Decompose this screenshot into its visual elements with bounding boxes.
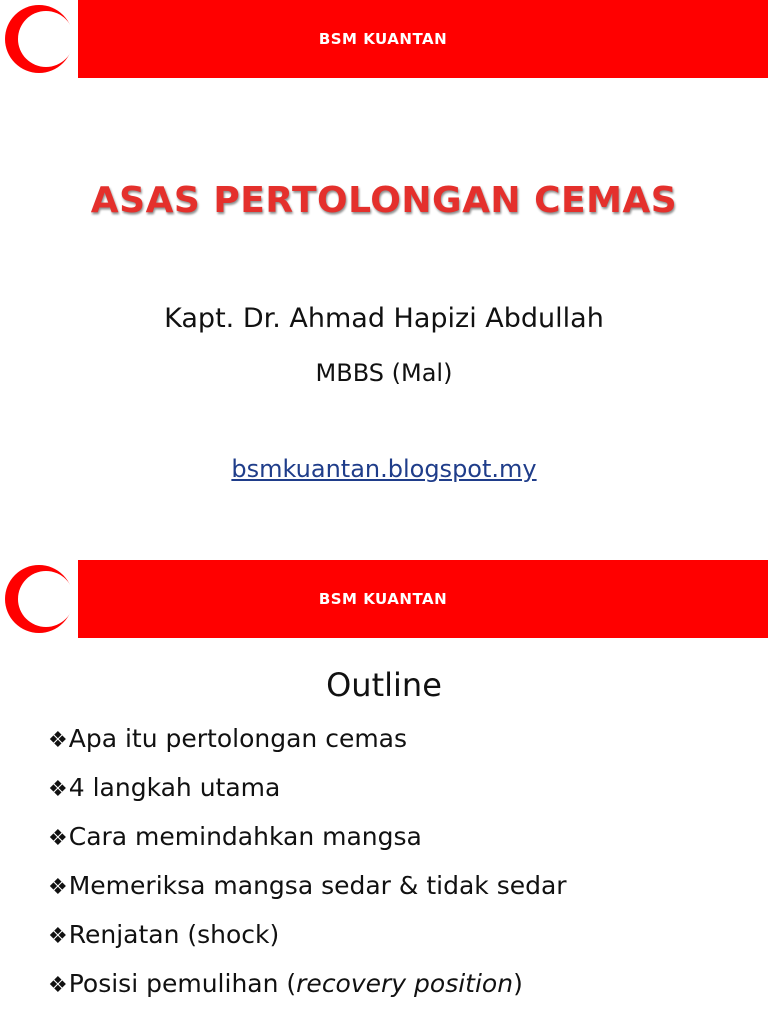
outline-item-text: Renjatan (shock) (68, 920, 280, 949)
outline-item-text: Memeriksa mangsa sedar & tidak sedar (68, 871, 567, 900)
presentation-title: ASAS PERTOLONGAN CEMAS (90, 180, 678, 221)
outline-item (48, 861, 567, 910)
outline-item-text-italic: recovery position (296, 969, 514, 998)
slide-header (0, 560, 768, 638)
outline-item (48, 959, 567, 1008)
outline-item-text: Cara memindahkan mangsa (68, 822, 422, 851)
outline-heading: Outline (326, 666, 442, 704)
outline-item (48, 714, 567, 763)
four-diamond-bullet-icon: ❖ (48, 875, 68, 900)
header-banner (78, 560, 768, 638)
outline-list (48, 714, 567, 1008)
red-crescent-icon (3, 563, 75, 635)
blog-link[interactable]: bsmkuantan.blogspot.my (231, 455, 537, 483)
four-diamond-bullet-icon: ❖ (48, 728, 68, 753)
outline-item-text-suffix: ) (513, 969, 523, 998)
outline-item-text: Apa itu pertolongan cemas (68, 724, 408, 753)
header-title: BSM KUANTAN (318, 590, 448, 608)
four-diamond-bullet-icon: ❖ (48, 924, 68, 949)
outline-item-text-prefix: Posisi pemulihan ( (68, 969, 297, 998)
header-title: BSM KUANTAN (318, 30, 448, 48)
four-diamond-bullet-icon: ❖ (48, 826, 68, 851)
four-diamond-bullet-icon: ❖ (48, 777, 68, 802)
presenter-credential: MBBS (Mal) (315, 359, 453, 387)
red-crescent-icon (3, 3, 75, 75)
outline-item (48, 763, 567, 812)
four-diamond-bullet-icon: ❖ (48, 973, 68, 998)
blog-link-container (0, 455, 768, 483)
outline-slide (0, 560, 768, 1024)
header-banner (78, 0, 768, 78)
outline-item-text: 4 langkah utama (68, 773, 281, 802)
outline-item (48, 812, 567, 861)
slide-header (0, 0, 768, 78)
outline-item (48, 910, 567, 959)
presenter-name: Kapt. Dr. Ahmad Hapizi Abdullah (164, 303, 604, 334)
